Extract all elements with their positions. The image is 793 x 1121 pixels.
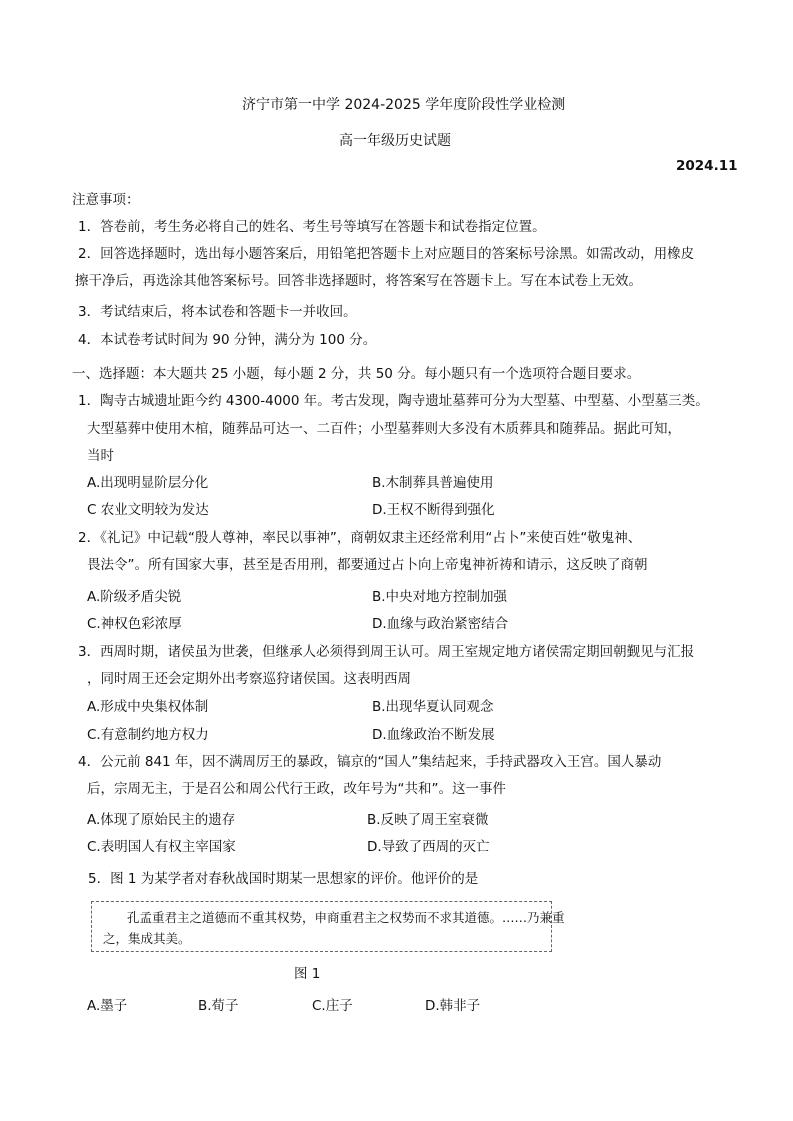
q1-line3: 当时 bbox=[87, 448, 114, 464]
q3-line2: ，同时周王还会定期外出考察巡狩诸侯国。这表明西周 bbox=[87, 671, 411, 687]
q3-line1: 3．西周时期，诸侯虽为世袭，但继承人必须得到周王认可。周王室规定地方诸侯需定期回朝觐见与汇报 bbox=[78, 644, 695, 660]
q1-line1: 1．陶寺古城遗址距今约 4300-4000 年。考古发现，陶寺遗址墓葬可分为大型墓、中型墓、小型墓三类。 bbox=[78, 393, 709, 409]
q2-option-c: C.神权色彩浓厚 bbox=[87, 616, 182, 632]
notice-item-3: 3．考试结束后，将本试卷和答题卡一并收回。 bbox=[78, 304, 357, 320]
q5-option-b: B.荀子 bbox=[198, 998, 239, 1014]
q2-line1: 2．《礼记》中记载“殷人尊神，率民以事神”，商朝奴隶主还经常利用“占卜”来使百姓“敬鬼神、 bbox=[78, 530, 642, 546]
q4-option-c: C.表明国人有权主宰国家 bbox=[87, 839, 236, 855]
notice-heading: 注意事项： bbox=[72, 192, 140, 208]
notice-item-1: 1．答卷前，考生务必将自己的姓名、考生号等填写在答题卡和试卷指定位置。 bbox=[78, 219, 546, 235]
q1-option-d: D.王权不断得到强化 bbox=[372, 502, 495, 518]
q2-line2: 畏法令”。所有国家大事，甚至是否用刑，都要通过占卜向上帝鬼神祈祷和请示，这反映了商朝 bbox=[87, 557, 648, 573]
notice-item-2-line1: 2．回答选择题时，选出每小题答案后，用铅笔把答题卡上对应题目的答案标号涂黑。如需改动，用橡皮 bbox=[78, 246, 695, 262]
q1-option-a: A.出现明显阶层分化 bbox=[87, 475, 209, 491]
q5-option-a: A.墨子 bbox=[87, 998, 128, 1014]
q5-option-c: C.庄子 bbox=[312, 998, 353, 1014]
q1-option-b: B.木制葬具普遍使用 bbox=[372, 475, 494, 491]
q4-option-b: B.反映了周王室衰微 bbox=[367, 812, 489, 828]
figure-caption: 图 1 bbox=[294, 966, 321, 982]
q3-option-c: C.有意制约地方权力 bbox=[87, 727, 209, 743]
quote-line2: 之，集成其美。 bbox=[103, 931, 191, 946]
notice-item-4: 4．本试卷考试时间为 90 分钟，满分为 100 分。 bbox=[78, 332, 377, 348]
notice-item-2-line2: 擦干净后，再选涂其他答案标号。回答非选择题时，将答案写在答题卡上。写在本试卷上无效。 bbox=[75, 273, 642, 289]
q5-option-d: D.韩非子 bbox=[425, 998, 481, 1014]
q1-line2: 大型墓葬中使用木棺，随葬品可达一、二百件；小型墓葬则大多没有木质葬具和随葬品。据此可知， bbox=[87, 421, 681, 437]
q3-option-a: A.形成中央集权体制 bbox=[87, 699, 209, 715]
quote-box bbox=[91, 901, 565, 952]
exam-subtitle: 高一年级历史试题 bbox=[339, 133, 451, 149]
q4-line2: 后，宗周无主，于是召公和周公代行王政，改年号为“共和”。这一事件 bbox=[87, 781, 506, 797]
q3-option-d: D.血缘政治不断发展 bbox=[372, 727, 495, 743]
exam-title: 济宁市第一中学 2024-2025 学年度阶段性学业检测 bbox=[242, 97, 566, 113]
q4-line1: 4．公元前 841 年，因不满周厉王的暴政，镐京的“国人”集结起来，手持武器攻入王宫。国人暴动 bbox=[78, 754, 662, 770]
q4-option-d: D.导致了西周的灭亡 bbox=[367, 839, 490, 855]
q4-option-a: A.体现了原始民主的遗存 bbox=[87, 812, 236, 828]
q2-option-b: B.中央对地方控制加强 bbox=[372, 589, 508, 605]
quote-line1: 孔孟重君主之道德而不重其权势，申商重君主之权势而不求其道德。……乃兼重 bbox=[127, 910, 565, 925]
q3-option-b: B.出现华夏认同观念 bbox=[372, 699, 494, 715]
q1-option-c: C 农业文明较为发达 bbox=[87, 502, 209, 518]
q2-option-d: D.血缘与政治紧密结合 bbox=[372, 616, 509, 632]
q2-option-a: A.阶级矛盾尖锐 bbox=[87, 589, 182, 605]
section-heading: 一、选择题：本大题共 25 小题，每小题 2 分，共 50 分。每小题只有一个选项符合题目要求。 bbox=[72, 366, 641, 382]
exam-date: 2024.11 bbox=[676, 158, 738, 174]
q5-line1: 5．图 1 为某学者对春秋战国时期某一思想家的评价。他评价的是 bbox=[88, 871, 479, 887]
